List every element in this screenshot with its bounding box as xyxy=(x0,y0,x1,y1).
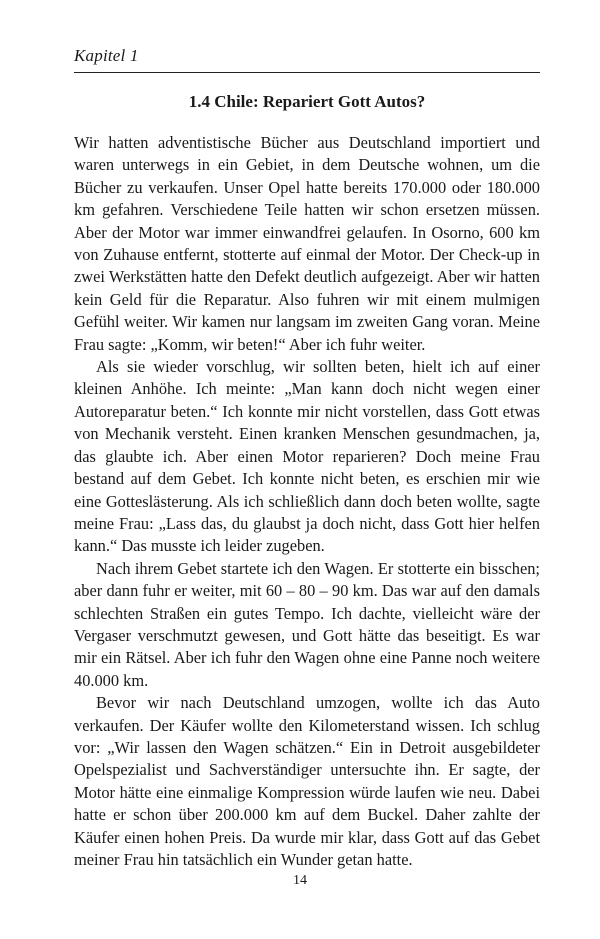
paragraph-3: Nach ihrem Gebet startete ich den Wagen. Er stotterte ein bisschen; aber dann fuhr er weiter, mit 60 – 80 – 90 km. Das war auf den damals schlechten Straßen ein gutes Tempo. Ich dachte, vielleicht wäre der Vergaser verschmutzt gewesen, und Gott hätte das beseitigt. Es war mir ein Rätsel. Aber ich fuhr den Wagen ohne eine Panne noch weitere 40.000 km. xyxy=(74,558,540,690)
section-title: 1.4 Chile: Repariert Gott Autos? xyxy=(188,92,426,111)
paragraph-1: Wir hatten adventistische Bücher aus Deutschland importiert und waren unterwegs in ein Gebiet, in dem Deutsche wohnen, um die Bücher zu verkaufen. Unser Opel hatte bereits 170.000 oder 180.000 km gefahren. Verschiedene Teile hatten wir schon ersetzen müssen. Aber der Motor war immer einwandfrei gelaufen. In Osorno, 600 km von Zuhause entfernt, stotterte auf einmal der Motor. Der Check-up in zwei Werkstätten hatte den Defekt deutlich aufgezeigt. Aber wir hatten kein Geld für die Reparatur. Also fuhren wir mit einem mulmigen Gefühl weiter. Wir kamen nur langsam im zweiten Gang voran. Meine Frau sagte: „Komm, wir beten!“ Aber ich fuhr weiter. xyxy=(74,133,540,354)
paragraph-2: Als sie wieder vorschlug, wir sollten beten, hielt ich auf einer kleinen Anhöhe. Ich meinte: „Man kann doch nicht wegen einer Autoreparatur beten.“ Ich konnte mir nicht vorstellen, dass Gott etwas von Mechanik versteht. Einen kranken Menschen gesundmachen, ja, das glaubte ich. Aber einen Motor reparieren? Doch meine Frau bestand auf dem Gebet. Ich konnte nicht beten, es erschien mir wie eine Gotteslästerung. Als ich schließlich dann doch beten wollte, sagte meine Frau: „Lass das, du glaubst ja doch nicht, dass Gott hier helfen kann.“ Das musste ich leider zugeben. xyxy=(74,357,540,556)
paragraph-4: Bevor wir nach Deutschland umzogen, wollte ich das Auto verkaufen. Der Käufer wollte den Kilometerstand wissen. Ich schlug vor: „Wir lassen den Wagen schätzen.“ Ein in Detroit ausgebildeter Opelspezialist und Sachverständiger untersuchte ihn. Er sagte, der Motor hätte eine einmalige Kompression würde laufen wie neu. Dabei hatte er schon über 200.000 km auf dem Buckel. Daher zahlte der Käufer einen hohen Preis. Da wurde mir klar, dass Gott auf das Gebet meiner Frau hin tatsächlich ein Wunder getan hatte. xyxy=(74,693,540,869)
page-number: 14 xyxy=(293,873,307,888)
header-rule xyxy=(74,72,540,73)
body-text xyxy=(74,132,540,871)
running-head: Kapitel 1 xyxy=(74,46,139,65)
